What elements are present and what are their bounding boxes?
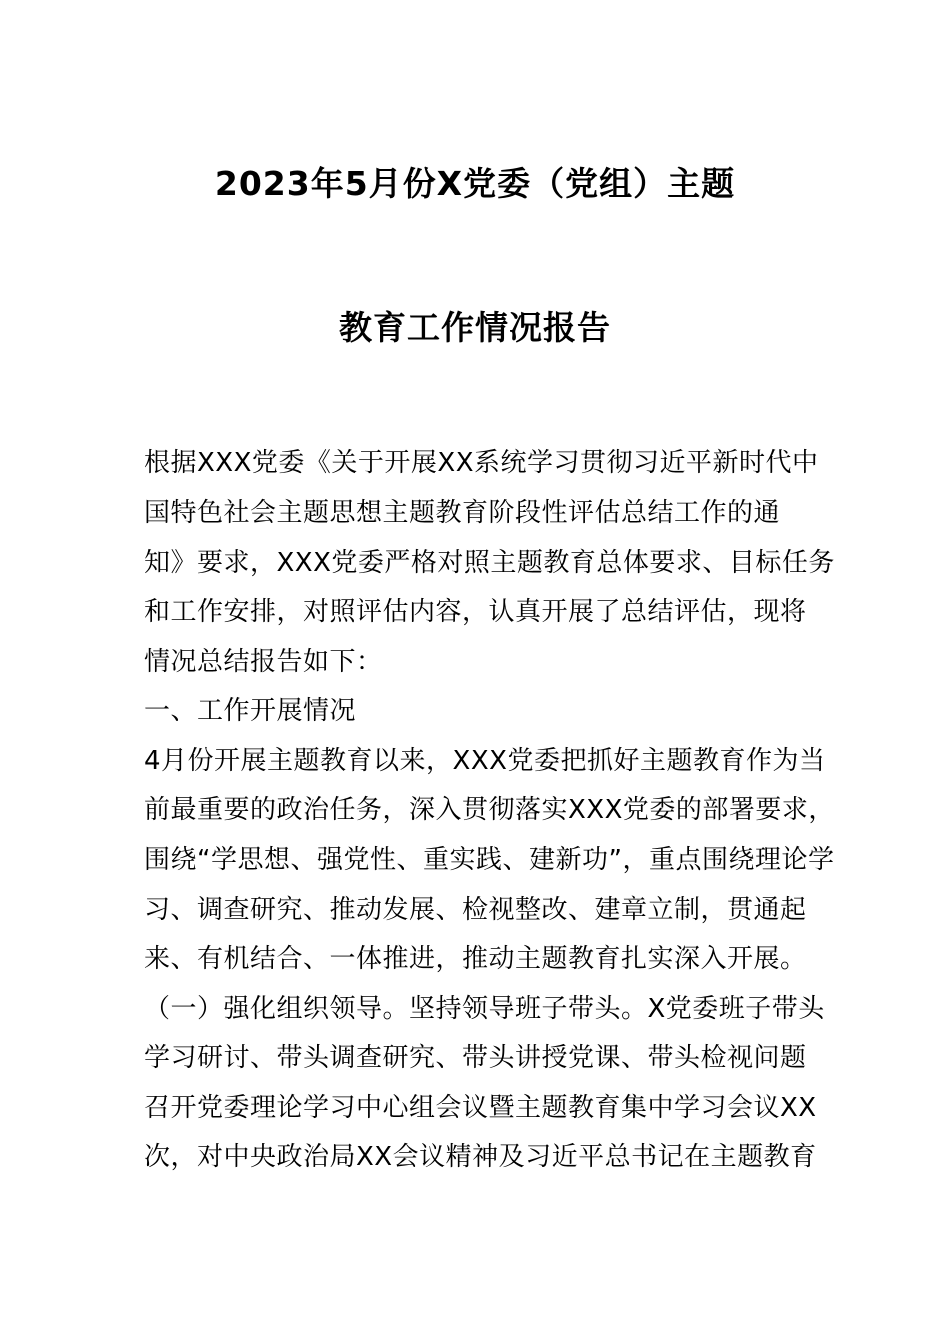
body-line: 习、调查研究、推动发展、检视整改、建章立制，贯通起 — [144, 895, 807, 925]
body-line: 次，对中央政治局XX会议精神及习近平总书记在主题教育 — [144, 1142, 817, 1172]
body-line: （一）强化组织领导。坚持领导班子带头。X党委班子带头 — [144, 994, 825, 1024]
body-line: 来、有机结合、一体推进，推动主题教育扎实深入开展。 — [144, 944, 807, 974]
body-line: 和工作安排，对照评估内容，认真开展了总结评估，现将 — [144, 597, 807, 627]
body-line: 4月份开展主题教育以来，XXX党委把抓好主题教育作为当 — [144, 746, 826, 776]
body-line: 围绕“学思想、强党性、重实践、建新功”，重点围绕理论学 — [144, 845, 835, 875]
document-title-line-2: 教育工作情况报告 — [339, 308, 611, 347]
body-line: 知》要求，XXX党委严格对照主题教育总体要求、目标任务 — [144, 548, 835, 578]
body-line: 学习研讨、带头调查研究、带头讲授党课、带头检视问题 — [144, 1043, 807, 1073]
section-heading: 一、工作开展情况 — [144, 696, 357, 726]
body-line: 根据XXX党委《关于开展XX系统学习贯彻习近平新时代中 — [144, 448, 819, 478]
body-line: 召开党委理论学习中心组会议暨主题教育集中学习会议XX — [144, 1093, 817, 1123]
body-line: 情况总结报告如下： — [144, 647, 383, 677]
document-title-line-1: 2023年5月份X党委（党组）主题 — [214, 164, 736, 203]
body-line: 前最重要的政治任务，深入贯彻落实XXX党委的部署要求， — [144, 795, 835, 825]
body-line: 国特色社会主题思想主题教育阶段性评估总结工作的通 — [144, 498, 781, 528]
